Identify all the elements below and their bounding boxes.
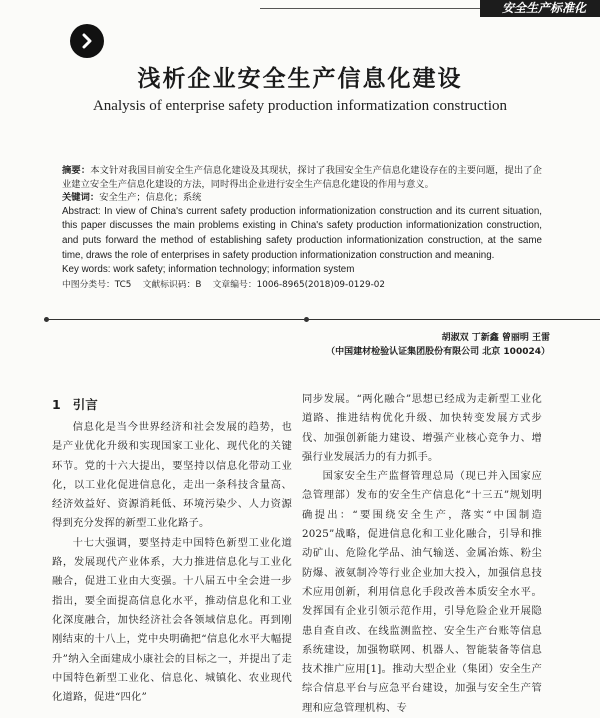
divider-dot (304, 317, 309, 322)
abstract-en-text: In view of China's current safety production informationization construction and its current situation, this paper discusses the main problems existing in China's safety production informationization construction, and puts forward the method of establishing safety production informationization construction, at the same time, draws the role of enterprises in safety production informationization construction and meaning. (62, 205, 542, 261)
article-number-label: 文章编号： (212, 279, 257, 290)
paragraph: 十七大强调，要坚持走中国特色新型工业化道路，发展现代产业体系，大力推进信息化与工业化融合，促进工业由大变强。十八届五中全会进一步指出，要全面提高信息化水平，推动信息化和工业化深度融合，加快经济社会各领域信息化。再到刚刚结束的十八上，党中央明确把“信息化水平大幅提升”纳入全面建成小康社会的目标之一，并提出了走中国特色新型工业化、信息化、城镇化、农业现代化道路，促进“四化” (52, 536, 292, 704)
chevron-right-icon (70, 24, 104, 58)
paragraph: 同步发展。“两化融合”思想已经成为走新型工业化道路、推进结构优化升级、加快转变发展方式步伐、加强创新能力建设、增强产业核心竞争力、增强行业发展活力的有力抓手。 (302, 393, 542, 463)
divider-dot (44, 317, 49, 322)
keywords-zh (62, 191, 542, 205)
abstract-en (62, 205, 542, 263)
section-number: 1 (52, 397, 61, 412)
abstract-en-label: Abstract: (62, 205, 101, 217)
abstract-zh (62, 164, 542, 191)
keywords-en (62, 263, 542, 278)
author-affiliation: （中国建材检验认证集团股份有限公司 北京 100024） (326, 347, 550, 357)
abstract-zh-label: 摘要： (62, 165, 91, 176)
body-column-left (52, 418, 292, 707)
keywords-zh-text: 安全生产；信息化；系统 (99, 192, 202, 204)
abstract-block (62, 164, 542, 292)
section-heading (52, 395, 98, 413)
classification-line (62, 279, 542, 293)
section-title: 引言 (72, 397, 98, 412)
abstract-zh-text: 本文针对我国目前安全生产信息化建设及其现状，探讨了我国安全生产信息化建设存在的主要问题，提出了企业建立安全生产信息化建设的方法，同时得出企业进行安全生产信息化建设的作用与意义。 (62, 165, 542, 190)
section-divider (44, 319, 600, 320)
author-block (326, 331, 550, 359)
body-column-right (302, 390, 542, 718)
class-value: TC5 (114, 279, 132, 290)
paragraph: 国家安全生产监督管理总局（现已并入国家应急管理部）发布的安全生产信息化“十三五”规划明确提出：“要围绕安全生产，落实“中国制造2025”战略，促进信息化和工业化融合，引导和推动矿山、危险化学品、油气输送、金属冶炼、粉尘防爆、液氨制冷等行业企业加大投入，加强信息技术应用创新，利用信息化手段改善本质安全水平。发挥国有企业引领示范作用，引导危险企业开展隐患自查自改、在线监测监控、安全生产台账等信息系统建设，加强物联网、机器人、智能装备等信息技术推广应用[1]。推动大型企业（集团）安全生产综合信息平台与应急平台建设，加强与安全生产管理和应急管理机构、专 (302, 470, 542, 714)
class-label: 中图分类号： (62, 279, 115, 290)
keywords-en-label: Key words: (62, 264, 111, 276)
title-chinese: 浅析企业安全生产信息化建设 (137, 66, 463, 92)
article-number-value: 1006-8965(2018)09-0129-02 (256, 279, 385, 290)
section-tag: 安全生产标准化 (480, 0, 600, 17)
keywords-zh-label: 关键词： (62, 192, 100, 204)
doc-code-value: B (195, 279, 202, 290)
title-english: Analysis of enterprise safety production informatization construction (92, 98, 508, 114)
keywords-en-text: work safety; information technology; information system (113, 264, 355, 276)
paragraph: 信息化是当今世界经济和社会发展的趋势，也是产业优化升级和实现国家工业化、现代化的关键环节。党的十六大提出，要坚持以信息化带动工业化，以工业化促进信息化，走出一条科技含量高、经济效益好、资源消耗低、环境污染少、人力资源得到充分发挥的新型工业化路子。 (52, 421, 292, 530)
doc-code-label: 文献标识码： (142, 279, 196, 290)
author-names: 胡淑双 丁新鑫 曾丽明 王雷 (441, 333, 550, 343)
